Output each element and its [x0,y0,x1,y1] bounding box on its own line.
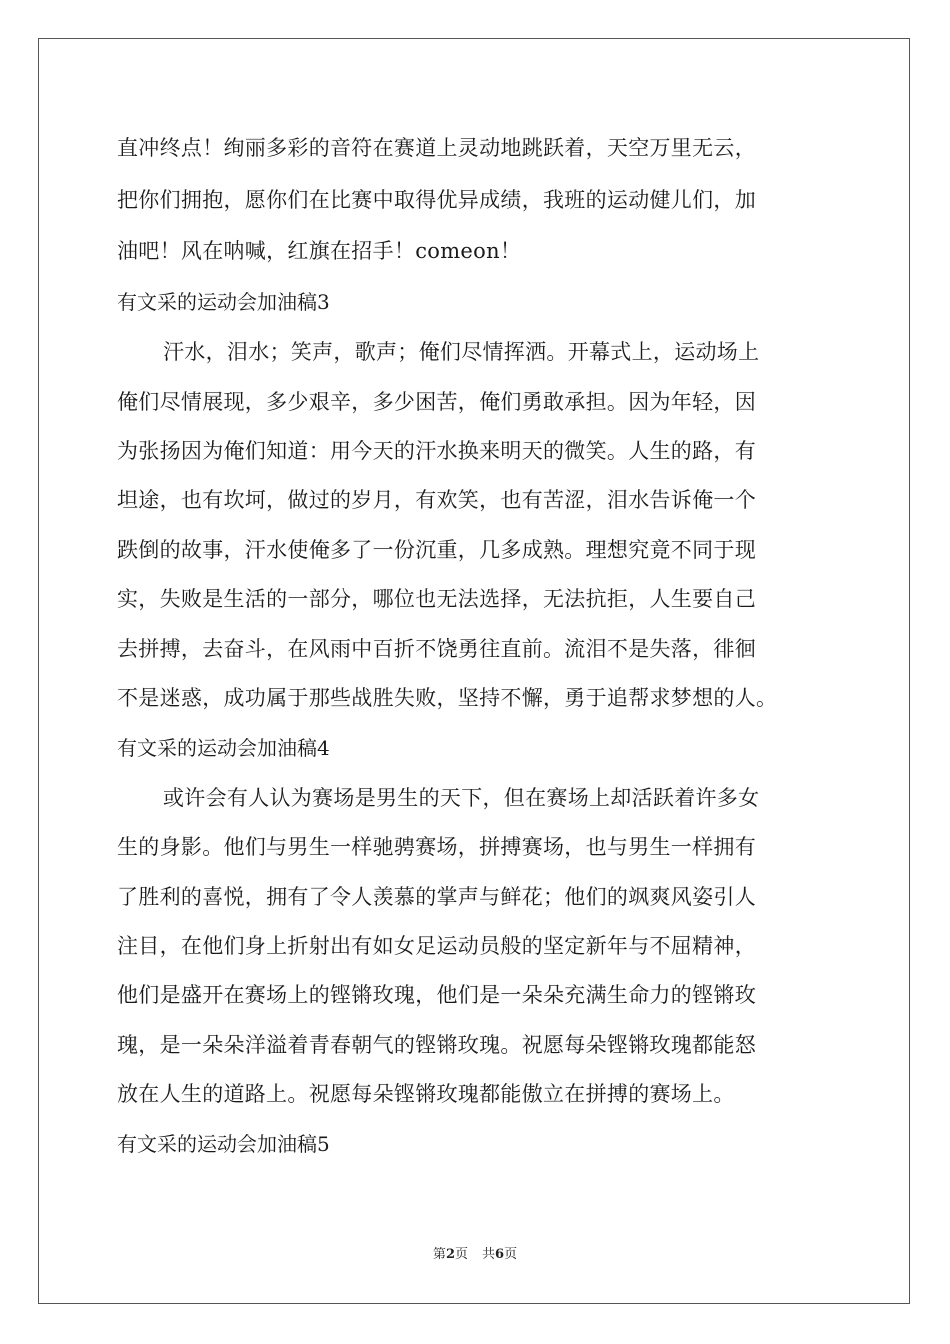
paragraph-line: 注目，在他们身上折射出有如女足运动员般的坚定新年与不屈精神， [117,934,756,958]
paragraph-line: 或许会有人认为赛场是男生的天下，但在赛场上却活跃着许多女 [163,786,760,810]
paragraph-line: 他们是盛开在赛场上的铿锵玫瑰，他们是一朵朵充满生命力的铿锵玫 [117,983,756,1007]
paragraph-line: 汗水，泪水；笑声，歌声；俺们尽情挥洒。开幕式上，运动场上 [163,340,760,364]
total-page-number: 6 [495,1247,505,1262]
current-page-number: 2 [445,1247,455,1262]
paragraph-line: 把你们拥抱，愿你们在比赛中取得优异成绩，我班的运动健儿们，加 [117,188,756,212]
total-prefix: 共 [482,1247,496,1262]
section-heading: 有文采的运动会加油稿4 [117,736,330,760]
paragraph-line: 不是迷惑，成功属于那些战胜失败，坚持不懈，勇于追帮求梦想的人。 [117,686,778,710]
section-heading: 有文采的运动会加油稿5 [117,1132,330,1156]
page-indicator [0,1246,950,1264]
paragraph-line: 了胜利的喜悦，拥有了令人羡慕的掌声与鲜花；他们的飒爽风姿引人 [117,885,756,909]
paragraph-line: 去拼搏，去奋斗，在风雨中百折不饶勇往直前。流泪不是失落，徘徊 [117,637,756,661]
paragraph-line: 实，失败是生活的一部分，哪位也无法选择，无法抗拒，人生要自己 [117,587,756,611]
paragraph-line: 生的身影。他们与男生一样驰骋赛场，拼搏赛场，也与男生一样拥有 [117,835,756,859]
paragraph-line: 直冲终点！绚丽多彩的音符在赛道上灵动地跳跃着，天空万里无云， [117,136,756,160]
paragraph-line: 瑰，是一朵朵洋溢着青春朝气的铿锵玫瑰。祝愿每朵铿锵玫瑰都能怒 [117,1033,756,1057]
paragraph-line: 俺们尽情展现，多少艰辛，多少困苦，俺们勇敢承担。因为年轻，因 [117,390,756,414]
page-prefix: 第 [432,1247,446,1262]
page-suffix: 页 [454,1247,468,1262]
paragraph-line: 油吧！风在呐喊，红旗在招手！comeon！ [117,239,522,263]
total-suffix: 页 [504,1247,518,1262]
paragraph-line: 跌倒的故事，汗水使俺多了一份沉重，几多成熟。理想究竟不同于现 [117,538,756,562]
paragraph-line: 为张扬因为俺们知道：用今天的汗水换来明天的微笑。人生的路，有 [117,439,756,463]
page-border [38,38,910,1304]
paragraph-line: 放在人生的道路上。祝愿每朵铿锵玫瑰都能傲立在拼搏的赛场上。 [117,1082,735,1106]
section-heading: 有文采的运动会加油稿3 [117,290,330,314]
paragraph-line: 坦途，也有坎坷，做过的岁月，有欢笑，也有苦涩，泪水告诉俺一个 [117,488,756,512]
